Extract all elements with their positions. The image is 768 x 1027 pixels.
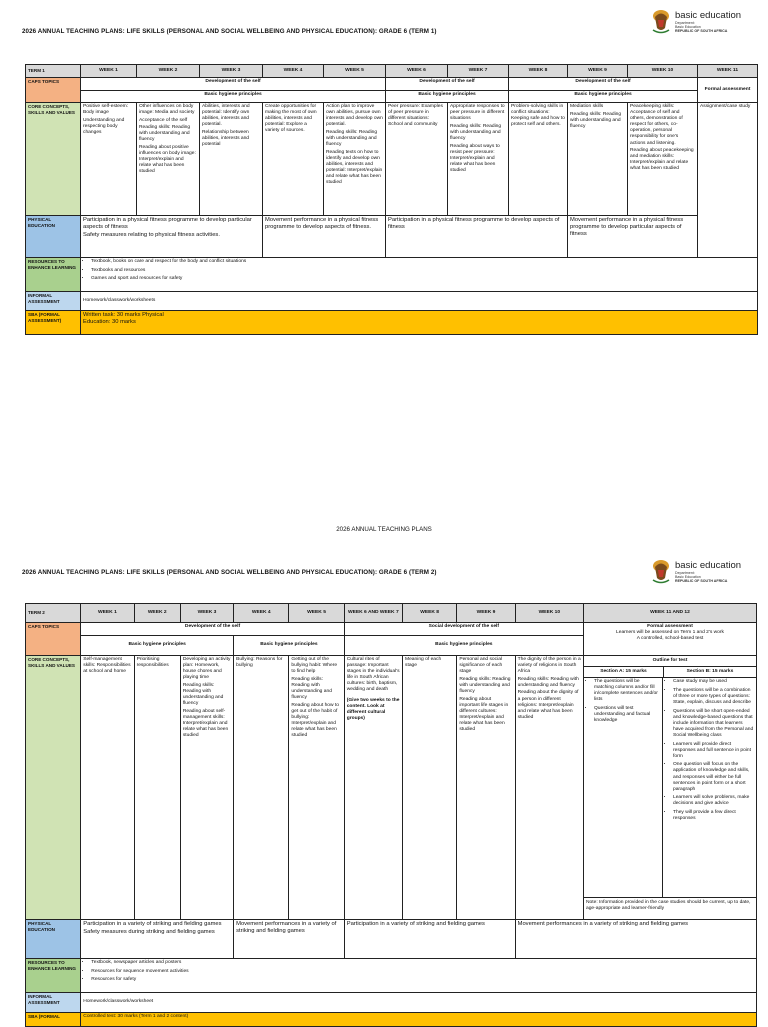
term2-sba-row xyxy=(26,1013,757,1027)
term2-test-outline: Outline for test Section A: 15 marks Section B: 15 marks • The questions will be matching columns and/or fill in/complete sentences and/or lists • Questions will test understanding and factual knowledge • Case study may be used • The questions will be a combination of three or more types of questions: State, explain, discuss and describe • Questions will be short open-ended and knowledge-based questions that include information that learners have acquired from the Personal and Social Wellbeing class • Learners will provide direct responses and full sentence in point form • One question will focus on the application of knowledge and skills, and responses will either be full sentences in point form or a short paragraph • Learners will solve problems, make decisions and give advice • They will provide a few direct responses Note: Information provided in the case studies should be current, up to date, age-appropriate and learner-friendly xyxy=(583,656,756,920)
term2-week-8: WEEK 8 xyxy=(403,604,457,623)
term1-topic-hygiene-3: Basic hygiene principles xyxy=(509,91,698,103)
term1-week-3: WEEK 3 xyxy=(200,65,263,78)
term1-resources-row xyxy=(26,258,758,292)
term2-formal-assessment: Formal assessment Learners will be assessed on Term 1 and 2's work A controlled, school-based test xyxy=(583,623,756,656)
term1-title: 2026 ANNUAL TEACHING PLANS: LIFE SKILLS (PERSONAL AND SOCIAL WELLBEING AND PHYSICAL EDUCATION): GRADE 6 (TERM 1) xyxy=(22,28,437,35)
list-item: • Resources for safety xyxy=(91,977,754,983)
term1-core-w2: Other influences on body image: Media and society Acceptance of the self Reading skills: Reading with understanding and fluency Reading about positive influences on body image: Interpret/explain and relate what has been studied xyxy=(137,103,200,216)
term1-formal-assessment: Formal assessment xyxy=(698,78,758,103)
term1-topic-dev-self-2: Development of the self xyxy=(386,78,509,91)
term2-core-w10: The dignity of the person in a variety of religions in South Africa Reading skills: Reading with understanding and fluency Reading about the dignity of a person in different religions: Interpret/explain and relate what has been studied xyxy=(515,656,583,920)
term1-week-11: WEEK 11 xyxy=(698,65,758,78)
term1-core-w7: Appropriate responses to peer pressure in different situations Reading skills: Reading with understanding and fluency Reading about ways to resist peer pressure: Interpret/explain and relate what has been studied xyxy=(448,103,509,216)
term2-label: TERM 2 xyxy=(26,604,81,623)
term2-core-w5: Getting out of the bullying habit: Where to find help Reading skills: Reading with understanding and fluency Reading about how to get out of the habit of bullying: Interpret/explain and relate what has been studied xyxy=(289,656,344,920)
term1-pe-row xyxy=(26,216,758,258)
list-item: • Textbook, books on care and respect for the body and conflict situations xyxy=(91,259,755,265)
term2-topic-hygiene-3: Basic hygiene principles xyxy=(344,636,583,656)
logo-country: REPUBLIC OF SOUTH AFRICA xyxy=(675,578,728,583)
term1-core-w3: Abilities, interests and potential: Identify own abilities, interests and potential. Relationship between abilities, interests and potential xyxy=(200,103,263,216)
list-item: • One question will focus on the application of knowledge and skills, and responses will either be full sentences in point form or a short paragraph xyxy=(673,762,754,792)
term2-week-9: WEEK 9 xyxy=(457,604,515,623)
list-item: • Questions will be short open-ended and knowledge-based questions that include information that learners have acquired from the Personal and Social Wellbeing class xyxy=(673,709,754,739)
term1-week-9: WEEK 9 xyxy=(568,65,628,78)
term1-week-7: WEEK 7 xyxy=(448,65,509,78)
term2-week-2: WEEK 2 xyxy=(134,604,180,623)
term1-informal: Homework/classwork/worksheets xyxy=(81,292,758,311)
term2-pe-w6-9: Participation in a variety of striking and fielding games xyxy=(344,920,515,959)
term1-core-w6: Peer pressure: Examples of peer pressure in different situations: School and community xyxy=(386,103,448,216)
term1-topic-hygiene-2: Basic hygiene principles xyxy=(386,91,509,103)
logo-dept-name: Basic Education xyxy=(675,24,701,29)
logo-dept: Department: xyxy=(675,570,695,575)
term1-informal-row xyxy=(26,292,758,311)
term2-week-1: WEEK 1 xyxy=(81,604,134,623)
term1-core-w4: Create opportunities for making the most of own abilities, interests and potential: Explore a variety of sources. xyxy=(263,103,324,216)
term2-core-w9: Personal and social significance of each stage Reading skills: Reading with understanding and fluency Reading about important life stages in different cultures: Interpret/explain and relate what has been studied xyxy=(457,656,515,920)
list-item: • Learners will provide direct responses and full sentence in point form xyxy=(673,742,754,760)
term1-core-row xyxy=(26,103,758,216)
term2-core-label: CORE CONCEPTS, SKILLS AND VALUES xyxy=(26,656,81,920)
term2-core-row xyxy=(26,656,757,920)
logo-dept: Department: xyxy=(675,20,695,25)
term1-informal-label: INFORMAL ASSESSMENT xyxy=(26,292,81,311)
term1-core-w9: Mediation skills Reading skills: Reading with understanding and fluency xyxy=(568,103,628,216)
term2-resources xyxy=(81,959,757,993)
coat-of-arms-icon xyxy=(650,8,672,36)
term2-core-w2: Prioritising responsibilities xyxy=(134,656,180,920)
term1-sba-row xyxy=(26,311,758,335)
list-item: • Case study may be used xyxy=(673,679,754,685)
list-item: • Resources for sequence movement activities xyxy=(91,969,754,975)
term1-sba: Written task: 30 marks Physical Education: 30 marks xyxy=(81,311,758,335)
list-item: • They will provide a few direct responses xyxy=(673,810,754,822)
term1-core-w1: Positive self-esteem: Body image Understanding and respecting body changes xyxy=(81,103,137,216)
list-item: • Learners will solve problems, make decisions and give advice xyxy=(673,795,754,807)
term2-topic-hygiene-2: Basic hygiene principles xyxy=(234,636,345,656)
term2-informal: Homework/classwork/worksheet xyxy=(81,993,757,1013)
term2-week-5: WEEK 5 xyxy=(289,604,344,623)
term1-topic-dev-self-3: Development of the self xyxy=(509,78,698,91)
term1-week-10: WEEK 10 xyxy=(628,65,698,78)
term2-topic-social-dev: Social development of the self xyxy=(344,623,583,636)
term2-core-w1: Self-management skills: Responsibilities at school and home xyxy=(81,656,134,920)
term1-resources xyxy=(81,258,758,292)
list-item: • The questions will be matching columns and/or fill in/complete sentences and/or lists xyxy=(594,679,660,703)
term2-topic-hygiene-1: Basic hygiene principles xyxy=(81,636,234,656)
term2-sba-label: SBA (FORMAL xyxy=(26,1013,81,1027)
term2-core-w3: Developing an activity plan: Homework, house chores and playing time Reading skills: Reading with understanding and fluency Reading about self-management skills: Interpret/explain and relate what has been studied xyxy=(180,656,233,920)
logo-country: REPUBLIC OF SOUTH AFRICA xyxy=(675,28,728,33)
term2-core-w8: Meaning of each stage xyxy=(403,656,457,920)
term1-core-w10: Peacekeeping skills: Acceptance of self and others, demonstration of respect for others, co-operation, personal responsibility for one's actions and listening. Reading about peacekeeping and mediation skills: Interpret/explain and relate what has been studied xyxy=(628,103,698,216)
term2-week-6-7: WEEK 6 AND WEEK 7 xyxy=(344,604,402,623)
term2-caps-row xyxy=(26,623,757,636)
term1-week-5: WEEK 5 xyxy=(324,65,386,78)
term1-pe-w4-5: Movement performance in a physical fitness programme to develop aspects of fitness. xyxy=(263,216,386,258)
term2-week-3: WEEK 3 xyxy=(180,604,233,623)
term1-caps-row xyxy=(26,78,758,91)
term2-table xyxy=(25,603,757,1027)
term1-topic-dev-self-1: Development of the self xyxy=(81,78,386,91)
term2-informal-row xyxy=(26,993,757,1013)
term1-core-label: CORE CONCEPTS, SKILLS AND VALUES xyxy=(26,103,81,216)
term1-week-2: WEEK 2 xyxy=(137,65,200,78)
list-item: • Textbooks and resources xyxy=(91,268,755,274)
logo-name: basic education xyxy=(675,560,742,572)
term1-resources-label: RESOURCES TO ENHANCE LEARNING xyxy=(26,258,81,292)
term2-core-w4: Bullying: Reasons for bullying xyxy=(234,656,289,920)
section-a-list xyxy=(584,678,663,897)
coat-of-arms-icon xyxy=(650,558,672,586)
term1-topic-hygiene-1: Basic hygiene principles xyxy=(81,91,386,103)
term2-week-10: WEEK 10 xyxy=(515,604,583,623)
term2-core-w6-7: Cultural rites of passage: Important stages in the individual's life in South African cultures: birth, baptism, wedding and death (Give two weeks to the content. Look at different cultural groups) xyxy=(344,656,402,920)
list-item: • The questions will be a combination of three or more types of questions: State, explain, discuss and describe xyxy=(673,688,754,706)
term1-week-1: WEEK 1 xyxy=(81,65,137,78)
term1-pe-label: PHYSICAL EDUCATION xyxy=(26,216,81,258)
term1-label: TERM 1 xyxy=(26,65,81,78)
mid-page-header: 2026 ANNUAL TEACHING PLANS xyxy=(336,526,432,533)
dbe-logo xyxy=(650,8,741,36)
term1-table xyxy=(25,64,758,335)
term2-informal-label: INFORMAL ASSESSMENT xyxy=(26,993,81,1013)
term2-pe-w4-5: Movement performances in a variety of striking and fielding games xyxy=(234,920,345,959)
term1-sba-label: SBA (FORMAL ASSESSMENT) xyxy=(26,311,81,335)
term2-title: 2026 ANNUAL TEACHING PLANS: LIFE SKILLS (PERSONAL AND SOCIAL WELLBEING AND PHYSICAL EDUCATION): GRADE 6 (TERM 2) xyxy=(22,569,437,576)
term1-core-w11: Assignment/case study xyxy=(698,103,758,258)
term2-topic-dev-self: Development of the self xyxy=(81,623,344,636)
list-item: • Games and sport and resources for safety xyxy=(91,276,755,282)
term2-week-11-12: WEEK 11 AND 12 xyxy=(583,604,756,623)
dbe-logo-2 xyxy=(650,558,741,586)
logo-name: basic education xyxy=(675,10,742,22)
logo-dept-name: Basic Education xyxy=(675,574,701,579)
term1-week-4: WEEK 4 xyxy=(263,65,324,78)
term2-pe-w1-3: Participation in a variety of striking and fielding games Safety measures during striking and fielding games xyxy=(81,920,234,959)
term2-pe-row xyxy=(26,920,757,959)
term1-core-w8: Problem-solving skills in conflict situations: Keeping safe and how to protect self and others. xyxy=(509,103,568,216)
term1-week-6: WEEK 6 xyxy=(386,65,448,78)
term1-core-w5: Action plan to improve own abilities, pursue own interests and develop own potential. Reading skills: Reading with understanding and fluency Reading texts on how to identify and develop own abilities, interests and potential: Interpret/explain and relate what has been studied xyxy=(324,103,386,216)
term2-week-4: WEEK 4 xyxy=(234,604,289,623)
term2-caps-label: CAPS TOPICS xyxy=(26,623,81,656)
list-item: • Textbook, newspaper articles and posters xyxy=(91,960,754,966)
term2-resources-label: RESOURCES TO ENHANCE LEARNING xyxy=(26,959,81,993)
term2-resources-row xyxy=(26,959,757,993)
term1-pe-w6-8: Participation in a physical fitness programme to develop aspects of fitness xyxy=(386,216,568,258)
case-study-note: Note: Information provided in the case studies should be current, up to date, age-appropriate and learner-friendly xyxy=(585,900,751,912)
list-item: • Questions will test understanding and factual knowledge xyxy=(594,706,660,724)
term2-pe-label: PHYSICAL EDUCATION xyxy=(26,920,81,959)
term2-week-row xyxy=(26,604,757,623)
term1-pe-w1-3: Participation in a physical fitness programme to develop particular aspects of fitness Safety measures relating to physical fitness activities. xyxy=(81,216,263,258)
section-b-list xyxy=(663,678,756,897)
term1-week-8: WEEK 8 xyxy=(509,65,568,78)
term2-sba: Controlled test: 30 marks (Term 1 and 2 content) xyxy=(81,1013,757,1027)
term1-caps-label: CAPS TOPICS xyxy=(26,78,81,103)
term2-pe-w10-12: Movement performances in a variety of striking and fielding games xyxy=(515,920,756,959)
term1-pe-w9-10: Movement performance in a physical fitness programme to develop particular aspects of fitness xyxy=(568,216,698,258)
term1-week-row xyxy=(26,65,758,78)
